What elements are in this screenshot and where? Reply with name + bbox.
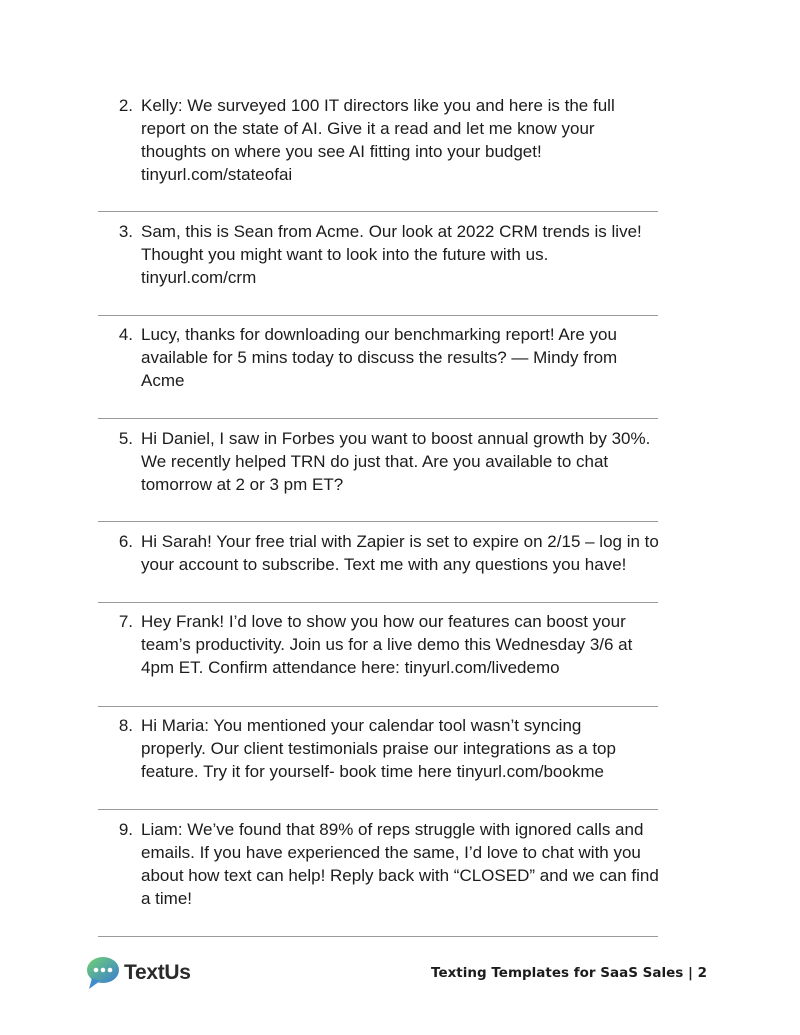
template-item	[98, 419, 658, 522]
template-text: Hi Maria: You mentioned your calendar tool wasn’t syncing properly. Our client testimonials praise our integrations as a top feature. Try it for yourself- book time here tinyurl.com/bookme	[141, 716, 616, 781]
template-item	[98, 522, 658, 603]
template-text: Hi Daniel, I saw in Forbes you want to boost annual growth by 30%. We recently helped TRN do just that. Are you available to chat tomorrow at 2 or 3 pm ET?	[141, 429, 651, 494]
template-list	[98, 94, 658, 937]
template-text: Sam, this is Sean from Acme. Our look at 2022 CRM trends is live! Thought you might want to look into the future with us. tinyurl.com/crm	[141, 222, 642, 287]
template-text: Lucy, thanks for downloading our benchmarking report! Are you available for 5 mins today to discuss the results? — Mindy from Acme	[141, 325, 618, 390]
template-text: Liam: We’ve found that 89% of reps struggle with ignored calls and emails. If you have experienced the same, I’d love to chat with you about how text can help! Reply back with “CLOSED” and we can find a time!	[141, 820, 659, 908]
template-number: 5.	[118, 429, 133, 448]
template-text: Hey Frank! I’d love to show you how our features can boost your team’s productivity. Join us for a live demo this Wednesday 3/6 at 4pm ET. Confirm attendance here: tinyurl.com/livedemo	[141, 612, 633, 677]
template-text: Kelly: We surveyed 100 IT directors like you and here is the full report on the state of AI. Give it a read and let me know your thoughts on where you see AI fitting into your budget! tinyurl.com/stateofai	[141, 96, 615, 184]
footer-title: Texting Templates for SaaS Sales | 2	[431, 965, 707, 981]
template-item	[98, 94, 658, 212]
template-text: Hi Sarah! Your free trial with Zapier is set to expire on 2/15 – log in to your account to subscribe. Text me with any questions you have!	[141, 532, 659, 574]
speech-bubble-icon	[86, 956, 120, 990]
template-number: 3.	[118, 222, 133, 241]
page-footer	[0, 950, 800, 1000]
template-number: 2.	[118, 96, 133, 115]
template-number: 6.	[118, 532, 133, 551]
template-number: 8.	[118, 716, 133, 735]
textus-logo	[86, 956, 191, 990]
template-item	[98, 707, 658, 810]
logo-wordmark: TextUs	[124, 961, 191, 984]
template-number: 4.	[118, 325, 133, 344]
template-item	[98, 316, 658, 419]
template-number: 7.	[118, 612, 133, 631]
template-number: 9.	[118, 820, 133, 839]
template-item	[98, 810, 658, 937]
template-item	[98, 212, 658, 316]
template-item	[98, 603, 658, 707]
